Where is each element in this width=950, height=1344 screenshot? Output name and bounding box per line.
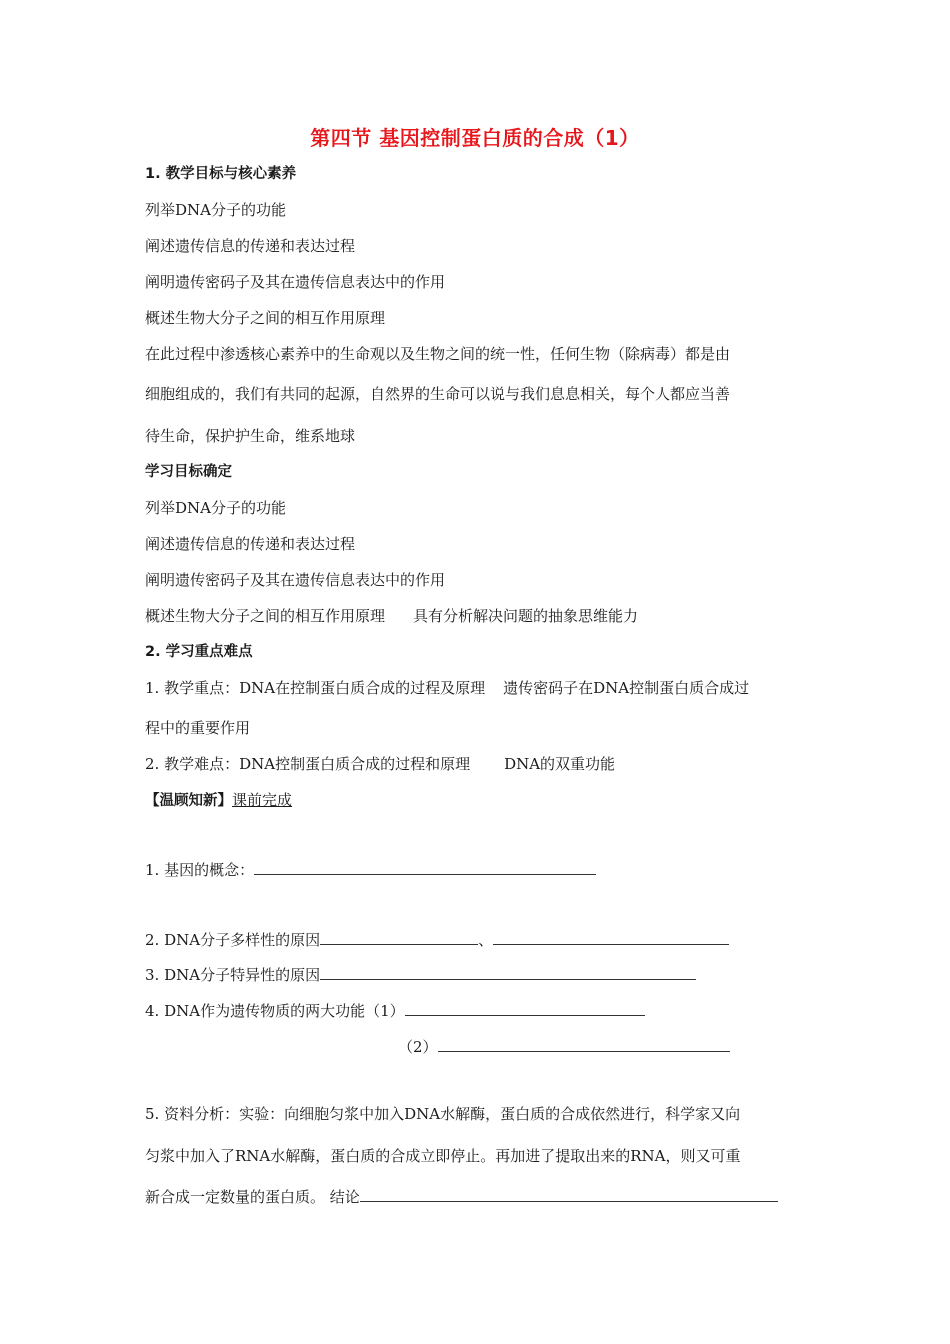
answer-blank[interactable] — [320, 930, 478, 945]
separator: 、 — [478, 931, 494, 949]
key-point-text: 1. 教学重点：DNA在控制蛋白质合成的过程及原理 — [145, 679, 486, 697]
key-point-line — [145, 678, 749, 698]
answer-blank[interactable] — [405, 1001, 645, 1016]
question-2 — [145, 930, 729, 950]
question-text: 4. DNA作为遗传物质的两大功能（1） — [145, 1002, 405, 1020]
objective-item: 列举DNA分子的功能 — [145, 201, 286, 219]
objective-item: 阐述遗传信息的传递和表达过程 — [145, 237, 356, 255]
question-5-line: 匀浆中加入了RNA水解酶，蛋白质的合成立即停止。再加进了提取出来的RNA，则又可重 — [145, 1147, 741, 1165]
learning-goal-item: 列举DNA分子的功能 — [145, 499, 286, 517]
question-text: 3. DNA分子特异性的原因 — [145, 966, 321, 984]
page-title: 第四节 基因控制蛋白质的合成（1） — [310, 126, 640, 150]
learning-goal-item: 阐述遗传信息的传递和表达过程 — [145, 535, 356, 553]
learning-goal-item: 阐明遗传密码子及其在遗传信息表达中的作用 — [145, 571, 446, 589]
key-point-line-2: 程中的重要作用 — [145, 719, 251, 737]
question-5-last-line — [145, 1187, 778, 1207]
review-heading: 【温顾知新】 — [145, 793, 232, 809]
question-1 — [145, 860, 596, 880]
section2-heading: 2. 学习重点难点 — [145, 644, 253, 660]
answer-blank[interactable] — [254, 860, 596, 875]
core-literacy-paragraph-line: 在此过程中渗透核心素养中的生命观以及生物之间的统一性，任何生物（除病毒）都是由 — [145, 345, 731, 363]
answer-blank[interactable] — [320, 965, 696, 980]
question-4-part-2 — [398, 1037, 730, 1057]
objective-item: 概述生物大分子之间的相互作用原理 — [145, 309, 386, 327]
key-point-text-b: 遗传密码子在DNA控制蛋白质合成过 — [503, 679, 750, 697]
question-5-line: 5. 资料分析：实验：向细胞匀浆中加入DNA水解酶，蛋白质的合成依然进行，科学家又向 — [145, 1105, 741, 1123]
core-literacy-paragraph-line: 细胞组成的，我们有共同的起源，自然界的生命可以说与我们息息相关，每个人都应当善 — [145, 385, 731, 403]
review-heading-line — [145, 790, 292, 811]
answer-blank[interactable] — [438, 1037, 730, 1052]
answer-blank[interactable] — [360, 1187, 778, 1202]
difficulty-line — [145, 754, 615, 774]
question-text: （2） — [398, 1038, 438, 1056]
question-3 — [145, 965, 696, 985]
question-text: 2. DNA分子多样性的原因 — [145, 931, 321, 949]
answer-blank[interactable] — [493, 930, 729, 945]
difficulty-text-b: DNA的双重功能 — [504, 755, 616, 773]
section1-heading: 1. 教学目标与核心素养 — [145, 166, 297, 182]
learning-goal-text: 概述生物大分子之间的相互作用原理 — [145, 607, 386, 625]
question-text: 1. 基因的概念： — [145, 861, 255, 879]
question-4 — [145, 1001, 645, 1021]
question-text: 新合成一定数量的蛋白质。 结论 — [145, 1188, 360, 1206]
learning-goals-heading: 学习目标确定 — [145, 464, 232, 480]
learning-goal-item-last — [145, 606, 638, 626]
difficulty-text: 2. 教学难点：DNA控制蛋白质合成的过程和原理 — [145, 755, 471, 773]
objective-item: 阐明遗传密码子及其在遗传信息表达中的作用 — [145, 273, 446, 291]
core-literacy-paragraph-line: 待生命，保护护生命，维系地球 — [145, 427, 356, 445]
learning-goal-extra: 具有分析解决问题的抽象思维能力 — [413, 607, 639, 625]
review-note: 课前完成 — [232, 791, 293, 809]
